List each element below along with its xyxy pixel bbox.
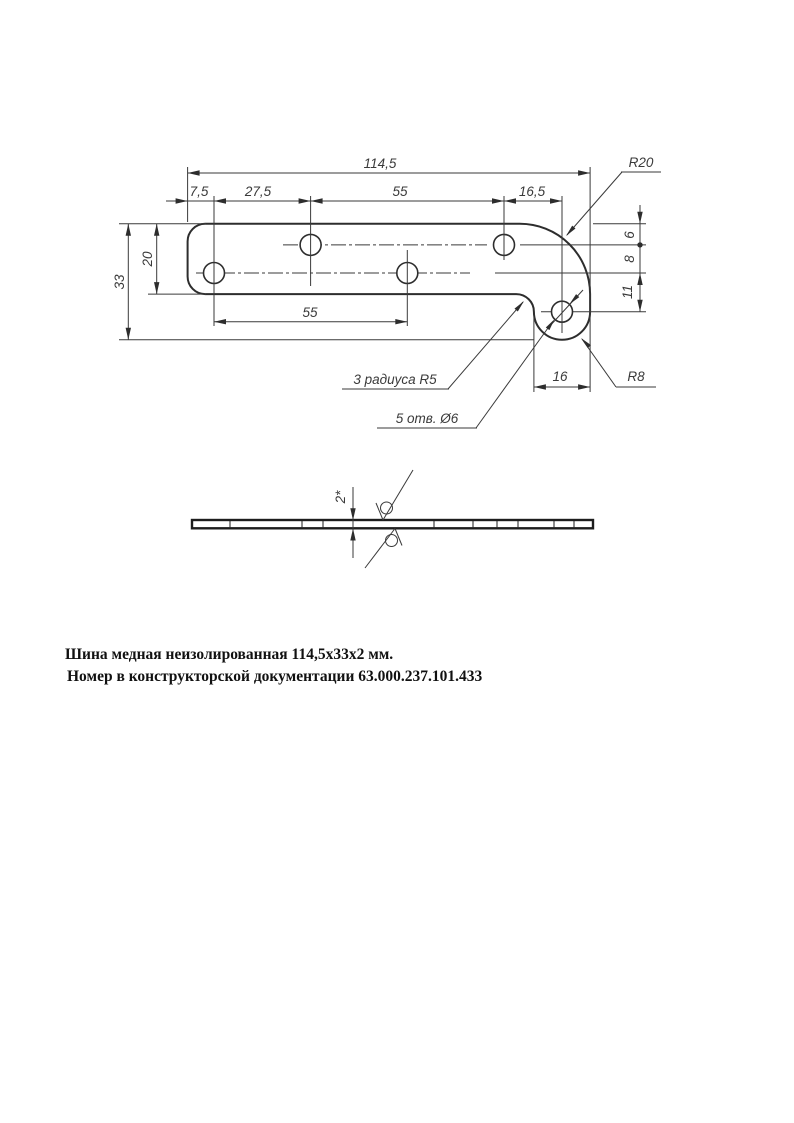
- dim-overall-length: 114,5: [363, 156, 397, 171]
- note-r8: R8: [627, 369, 645, 384]
- dim-55-bottom: 55: [302, 305, 318, 320]
- dim-27-5: 27,5: [244, 184, 272, 199]
- note-radii: 3 радиуса R5: [353, 372, 437, 387]
- dim-thickness: 2*: [333, 490, 348, 504]
- surface-finish-symbol-top: [376, 470, 413, 520]
- caption-line-2: Номер в конструкторской документации 63.000.237.101.433: [67, 668, 483, 685]
- dim-20: 20: [140, 251, 155, 267]
- plate-outline: [188, 224, 590, 340]
- dim-6: 6: [622, 231, 637, 239]
- note-holes: 5 отв. Ø6: [395, 411, 459, 426]
- dim-11: 11: [620, 284, 635, 300]
- dim-16-5: 16,5: [518, 184, 546, 199]
- caption-line-1: Шина медная неизолированная 114,5х33х2 мм.: [65, 646, 394, 663]
- dim-8: 8: [622, 255, 637, 263]
- dim-7-5: 7,5: [189, 184, 209, 199]
- surface-finish-symbol-bottom: [365, 529, 402, 569]
- dim-33: 33: [112, 274, 127, 290]
- note-r20: R20: [628, 155, 654, 170]
- section-bar: [192, 520, 593, 528]
- section-view: [192, 470, 593, 568]
- dim-55-top: 55: [392, 184, 408, 199]
- leader-lines: [342, 172, 661, 428]
- dim-16: 16: [552, 369, 568, 384]
